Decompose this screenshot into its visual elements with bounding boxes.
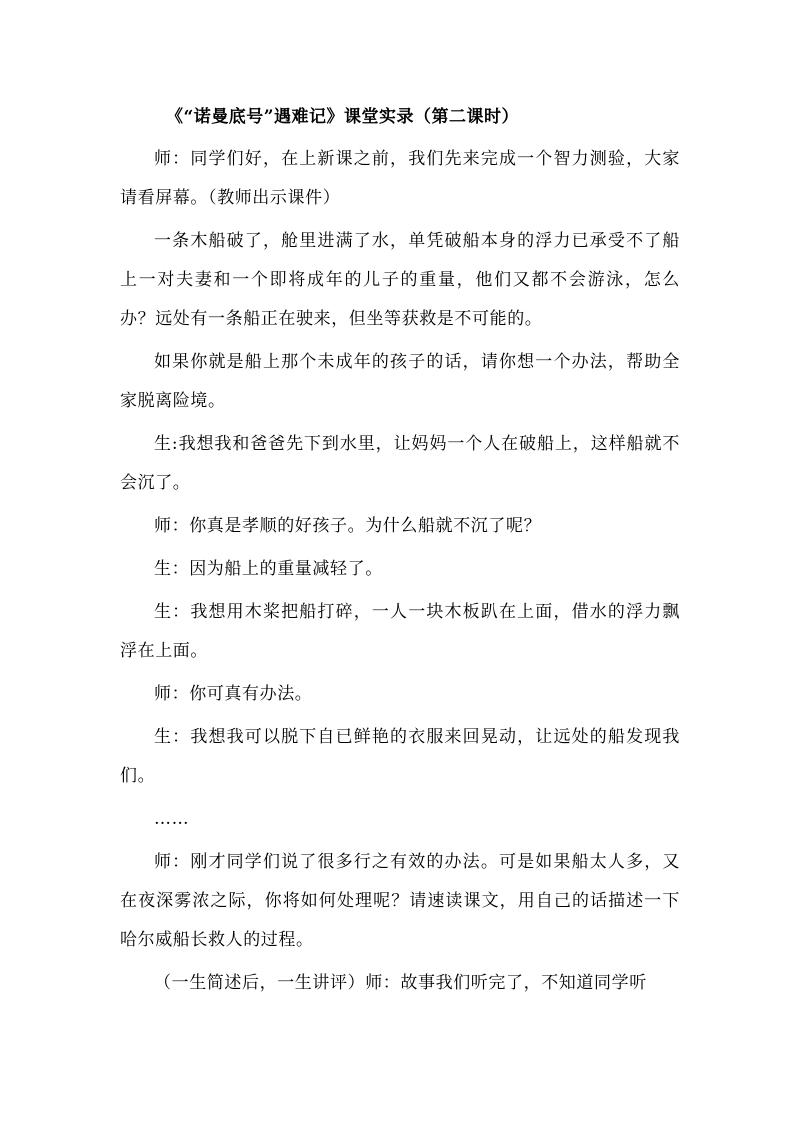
paragraph-teacher-transition: 师：刚才同学们说了很多行之有效的办法。可是如果船太人多，又在夜深雾浓之际，你将如何处理呢？请速读课文，用自己的话描述一下哈尔威船长救人的过程。 <box>120 852 680 950</box>
document-body <box>120 104 680 1003</box>
paragraph-ellipsis: …… <box>154 809 190 829</box>
paragraph-student-summary: （一生简述后，一生讲评）师：故事我们听完了，不知道同学听 <box>154 973 647 993</box>
paragraph-student-answer-3: 生：我想用木桨把船打碎，一人一块木板趴在上面，借水的浮力飘浮在上面。 <box>120 602 680 661</box>
paragraph-teacher-response-1: 师：你真是孝顺的好孩子。为什么船就不沉了呢？ <box>154 516 542 536</box>
paragraph-student-answer-2: 生：因为船上的重量减轻了。 <box>154 559 383 579</box>
paragraph-student-answer-1: 生:我想我和爸爸先下到水里，让妈妈一个人在破船上，这样船就不会沉了。 <box>120 434 680 493</box>
paragraph-student-answer-4: 生：我想我可以脱下自已鲜艳的衣服来回晃动，让远处的船发现我们。 <box>120 727 680 786</box>
paragraph-teacher-intro: 师：同学们好，在上新课之前，我们先来完成一个智力测验，大家请看屏幕。（教师出示课件） <box>120 149 680 208</box>
document-title: 《“诺曼底号”遇难记》课堂实录（第二课时） <box>166 107 520 127</box>
paragraph-quiz-scenario: 一条木船破了，舱里进满了水，单凭破船本身的浮力已承受不了船上一对夫妻和一个即将成年的儿子的重量，他们又都不会游泳，怎么办？远处有一条船正在驶来，但坐等获救是不可能的。 <box>120 231 680 329</box>
paragraph-quiz-question: 如果你就是船上那个未成年的孩子的话，请你想一个办法，帮助全家脱离险境。 <box>120 352 680 411</box>
paragraph-teacher-response-2: 师：你可真有办法。 <box>154 684 313 704</box>
